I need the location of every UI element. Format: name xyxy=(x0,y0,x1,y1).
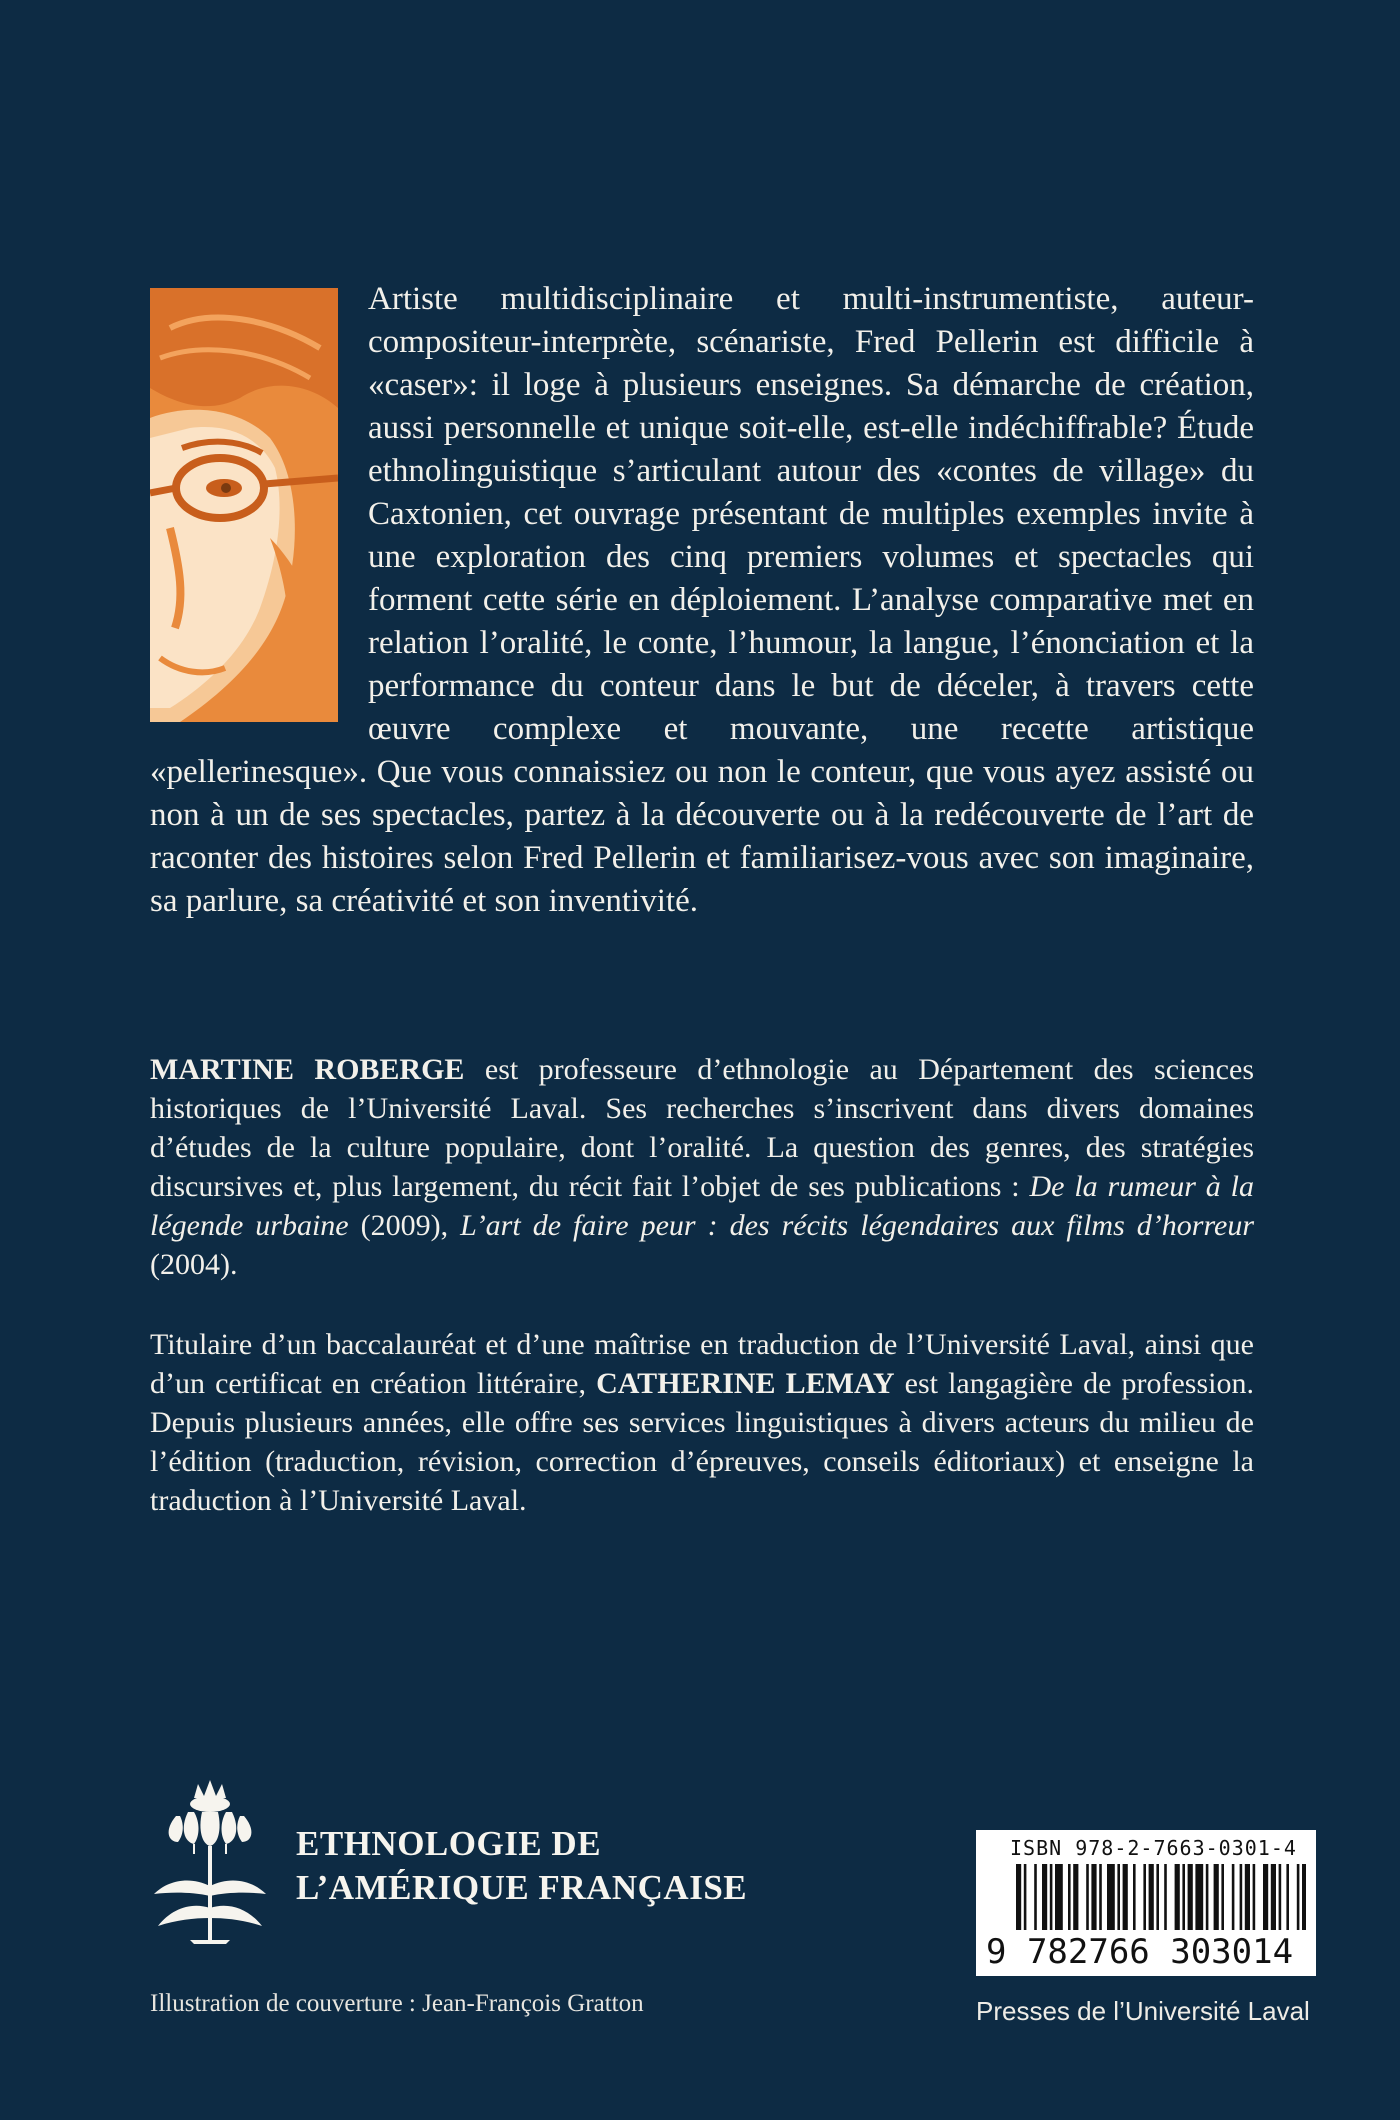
barcode-bar xyxy=(1195,1864,1203,1930)
barcode-bar xyxy=(1123,1864,1128,1930)
barcode-bar xyxy=(1099,1864,1102,1930)
bio-lemay-text-b: est langagière de profession. Depuis plusieurs années, elle offre ses services linguistiques à divers acteurs du milieu de l’édition (traduction, révision, correction d’épreuves, conseils éditoriaux) et enseigne la traduction à l’Université Laval. xyxy=(150,1367,1254,1517)
barcode-bar xyxy=(1016,1864,1021,1930)
barcode-bar xyxy=(1143,1864,1146,1930)
barcode-bar xyxy=(1042,1864,1047,1930)
barcode-bar xyxy=(1232,1864,1235,1930)
cover-illustration-credit: Illustration de couverture : Jean-François Gratton xyxy=(150,1990,644,2017)
barcode-bar xyxy=(1271,1864,1276,1930)
author-name-lemay: CATHERINE LEMAY xyxy=(596,1367,895,1400)
flower-logo-icon xyxy=(150,1776,270,1946)
author-bio-lemay xyxy=(150,1325,1254,1520)
barcode-bar xyxy=(1091,1864,1096,1930)
barcode-bar xyxy=(1055,1864,1063,1930)
barcode-bar xyxy=(1164,1864,1167,1930)
barcode-bar xyxy=(1149,1864,1154,1930)
bio-roberge-text-a: est professeure d’ethnologie au Département des sciences historiques de l’Université Laval. Ses recherches s’inscrivent dans divers domaines d’études de la culture populaire, dont l’oralité. La question des genres, des stratégies discursives et, plus largement, du récit fait l’objet de ses publications : xyxy=(150,1053,1254,1203)
barcode-bar xyxy=(1253,1864,1256,1930)
bio-lemay-text-a: Titulaire d’un baccalauréat et d’une maîtrise en traduction de l’Université Laval, ainsi que d’un certificat en création littéraire, xyxy=(150,1328,1254,1400)
barcode-bar xyxy=(1156,1864,1159,1930)
barcode-bar xyxy=(1050,1864,1053,1930)
series-name xyxy=(296,1822,747,1910)
barcode-bar xyxy=(1182,1864,1185,1930)
publication-title-1: De la rumeur à la légende urbaine xyxy=(150,1170,1254,1242)
barcode-bar xyxy=(1133,1864,1136,1930)
barcode-bar xyxy=(1034,1864,1037,1930)
barcode-bar xyxy=(1214,1864,1219,1930)
barcode-bar xyxy=(1107,1864,1115,1930)
barcode-bar xyxy=(1206,1864,1209,1930)
barcode-bar xyxy=(1117,1864,1120,1930)
isbn-barcode xyxy=(976,1830,1316,1976)
barcode-bar xyxy=(1286,1864,1289,1930)
publication-title-2: L’art de faire peur : des récits légendaires aux films d’horreur xyxy=(460,1209,1254,1242)
barcode-bar xyxy=(1245,1864,1250,1930)
barcode-bar xyxy=(1240,1864,1243,1930)
bio-roberge-text-b: (2009), xyxy=(348,1209,461,1242)
barcode-bar xyxy=(1297,1864,1300,1930)
series-line-2: L’AMÉRIQUE FRANÇAISE xyxy=(296,1868,748,1907)
barcode-bar xyxy=(1073,1864,1078,1930)
isbn-label: ISBN 978-2-7663-0301-4 xyxy=(1010,1836,1297,1860)
author-bio-roberge xyxy=(150,1050,1254,1284)
blurb-text: Artiste multidisciplinaire et multi-instrumentiste, auteur-compositeur-interprète, scénariste, Fred Pellerin est difficile à «caser»: il loge à plusieurs enseignes. Sa démarche de création, aussi personnelle et unique soit-elle, est-elle indéchiffrable? Étude ethnolinguistique s’articulant autour des «contes de village» du Caxtonien, cet ouvrage présentant de multiples exemples invite à une exploration des cinq premiers volumes et spectacles qui forment cette série en déploiement. L’analyse comparative met en relation l’oralité, le conte, l’humour, la langue, l’énonciation et la performance du conteur dans le but de déceler, à travers cette œuvre complexe et mouvante, une recette artistique «pellerinesque». Que vous connaissiez ou non le conteur, que vous ayez assisté ou non à un de ses spectacles, partez à la découverte ou à la redécouverte de l’art de raconter des histoires selon Fred Pellerin et familiarisez-vous avec son imaginaire, sa parlure, sa créativité et son inventivité. xyxy=(150,281,1254,919)
ean-number: 9 782766 303014 xyxy=(986,1932,1294,1972)
barcode-bar xyxy=(1302,1864,1306,1930)
publisher-name: Presses de l’Université Laval xyxy=(976,1996,1310,2026)
back-cover-blurb xyxy=(150,278,1254,923)
barcode-bar xyxy=(1188,1864,1193,1930)
barcode-bar xyxy=(1086,1864,1089,1930)
barcode-bar xyxy=(1221,1864,1224,1930)
barcode-bar xyxy=(1263,1864,1268,1930)
barcode-bar xyxy=(1068,1864,1071,1930)
barcode-bar xyxy=(1024,1864,1027,1930)
bio-roberge-text-c: (2004). xyxy=(150,1248,238,1281)
series-line-1: ETHNOLOGIE DE xyxy=(296,1824,602,1863)
barcode-bar xyxy=(1175,1864,1180,1930)
barcode-bar xyxy=(1279,1864,1282,1930)
author-name-roberge: MARTINE ROBERGE xyxy=(150,1053,465,1086)
